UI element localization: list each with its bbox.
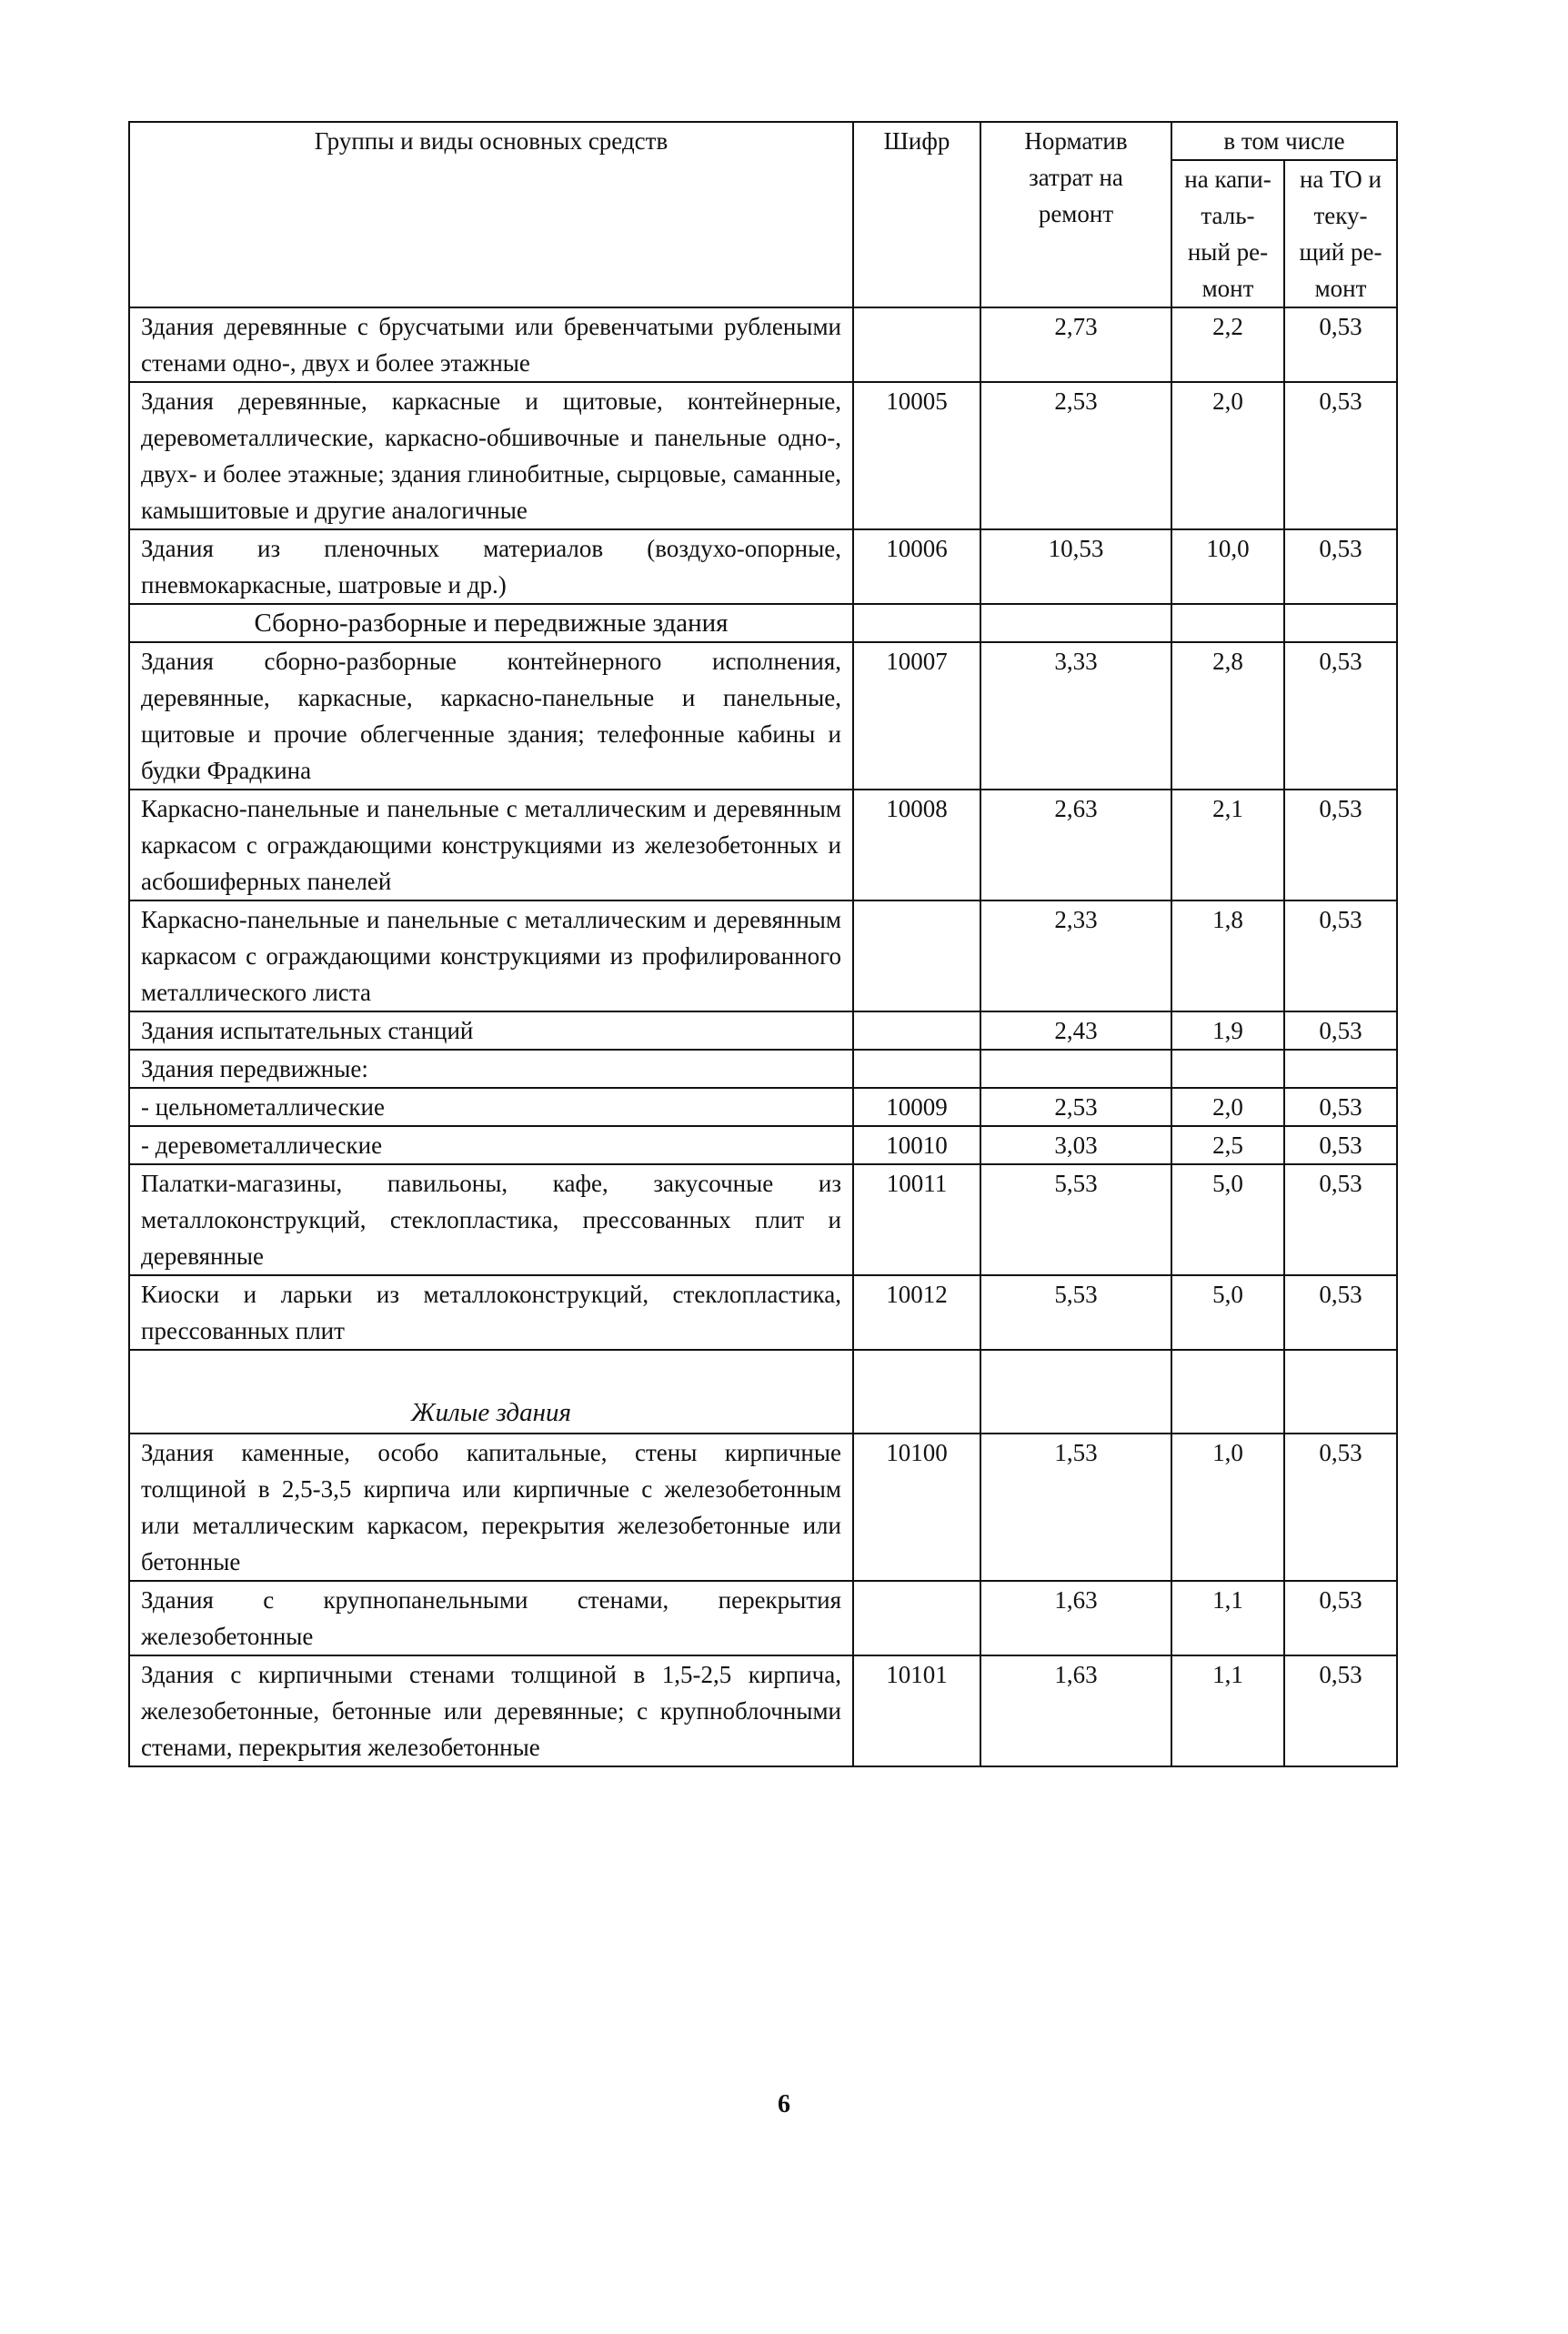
- row-current: [1284, 1050, 1397, 1088]
- row-capital: 1,1: [1171, 1655, 1284, 1766]
- table-row: [129, 1088, 1397, 1126]
- table-row: [129, 900, 1397, 1011]
- row-capital: 2,2: [1171, 307, 1284, 382]
- row-norm: 1,63: [980, 1655, 1171, 1766]
- row-capital: 5,0: [1171, 1275, 1284, 1350]
- row-code: [853, 1050, 980, 1088]
- row-current: 0,53: [1284, 1275, 1397, 1350]
- row-norm: 2,33: [980, 900, 1171, 1011]
- row-name: Киоски и ларьки из металлоконструкций, стеклопластика, прессованных плит: [129, 1275, 853, 1350]
- row-capital: 1,1: [1171, 1581, 1284, 1655]
- table-row: [129, 1434, 1397, 1581]
- row-code: 10101: [853, 1655, 980, 1766]
- row-current: 0,53: [1284, 382, 1397, 529]
- row-current: 0,53: [1284, 790, 1397, 900]
- table-row: [129, 382, 1397, 529]
- row-norm: 2,43: [980, 1011, 1171, 1050]
- header-code: Шифр: [853, 122, 980, 307]
- row-norm: 2,63: [980, 790, 1171, 900]
- row-capital: 1,0: [1171, 1434, 1284, 1581]
- norms-table: [128, 121, 1398, 1767]
- row-current: 0,53: [1284, 1164, 1397, 1275]
- row-code: 10006: [853, 529, 980, 604]
- table-row: [129, 642, 1397, 790]
- row-capital: [1171, 1050, 1284, 1088]
- row-norm: 5,53: [980, 1275, 1171, 1350]
- row-current: 0,53: [1284, 900, 1397, 1011]
- row-norm: 5,53: [980, 1164, 1171, 1275]
- row-name: Здания из пленочных материалов (воздухо-опорные, пневмокаркасные, шатровые и др.): [129, 529, 853, 604]
- row-name: - цельнометаллические: [129, 1088, 853, 1126]
- row-capital: 2,0: [1171, 382, 1284, 529]
- empty-cell: [1171, 604, 1284, 642]
- row-code: 10010: [853, 1126, 980, 1164]
- row-code: 10100: [853, 1434, 980, 1581]
- row-norm: 3,03: [980, 1126, 1171, 1164]
- row-current: 0,53: [1284, 1581, 1397, 1655]
- row-name: Каркасно-панельные и панельные с металлическим и деревянным каркасом с ограждающими конструкциями из железобетонных и асбошиферных панелей: [129, 790, 853, 900]
- row-name: Здания деревянные, каркасные и щитовые, контейнерные, деревометаллические, каркасно-обшивочные и панельные одно-, двух- и более этажные; здания глинобитные, сырцовые, саманные, камышитовые и другие аналогичные: [129, 382, 853, 529]
- row-current: 0,53: [1284, 529, 1397, 604]
- row-current: 0,53: [1284, 307, 1397, 382]
- empty-cell: [1284, 604, 1397, 642]
- table-row: [129, 1126, 1397, 1164]
- row-code: [853, 1011, 980, 1050]
- row-capital: 5,0: [1171, 1164, 1284, 1275]
- row-name: Здания с кирпичными стенами толщиной в 1,5-2,5 кирпича, железобетонные, бетонные или деревянные; с крупноблочными стенами, перекрытия железобетонные: [129, 1655, 853, 1766]
- section-row: [129, 1350, 1397, 1434]
- empty-cell: [1284, 1350, 1397, 1434]
- row-code: 10007: [853, 642, 980, 790]
- row-name: - деревометаллические: [129, 1126, 853, 1164]
- row-capital: 2,8: [1171, 642, 1284, 790]
- row-name: Палатки-магазины, павильоны, кафе, закусочные из металлоконструкций, стеклопластика, прессованных плит и деревянные: [129, 1164, 853, 1275]
- row-norm: 2,53: [980, 1088, 1171, 1126]
- row-current: 0,53: [1284, 1126, 1397, 1164]
- row-current: 0,53: [1284, 1088, 1397, 1126]
- row-norm: 1,53: [980, 1434, 1171, 1581]
- header-norm: Норматив затрат на ремонт: [980, 122, 1171, 307]
- row-code: [853, 900, 980, 1011]
- row-code: [853, 1581, 980, 1655]
- page-number: 6: [778, 2090, 790, 2118]
- table-row: [129, 529, 1397, 604]
- section-title: Жилые здания: [129, 1350, 853, 1434]
- row-capital: 2,0: [1171, 1088, 1284, 1126]
- row-name: Каркасно-панельные и панельные с металлическим и деревянным каркасом с ограждающими конструкциями из профилированного металлического листа: [129, 900, 853, 1011]
- row-current: 0,53: [1284, 1011, 1397, 1050]
- row-code: 10011: [853, 1164, 980, 1275]
- row-capital: 1,9: [1171, 1011, 1284, 1050]
- row-current: 0,53: [1284, 1655, 1397, 1766]
- row-norm: 3,33: [980, 642, 1171, 790]
- header-including: в том числе: [1171, 122, 1397, 160]
- row-code: [853, 307, 980, 382]
- row-norm: 10,53: [980, 529, 1171, 604]
- row-capital: 2,1: [1171, 790, 1284, 900]
- row-code: 10012: [853, 1275, 980, 1350]
- header-groups: Группы и виды основных средств: [129, 122, 853, 307]
- row-name: Здания сборно-разборные контейнерного исполнения, деревянные, каркасные, каркасно-панельные и панельные, щитовые и прочие облегченные здания; телефонные кабины и будки Фрадкина: [129, 642, 853, 790]
- section-title: Сборно-разборные и передвижные здания: [129, 604, 853, 642]
- row-norm: 2,53: [980, 382, 1171, 529]
- empty-cell: [1171, 1350, 1284, 1434]
- row-name: Здания деревянные с брусчатыми или бревенчатыми рублеными стенами одно-, двух и более этажные: [129, 307, 853, 382]
- row-current: 0,53: [1284, 642, 1397, 790]
- row-name: Здания каменные, особо капитальные, стены кирпичные толщиной в 2,5-3,5 кирпича или кирпичные с железобетонным или металлическим каркасом, перекрытия железобетонные или бетонные: [129, 1434, 853, 1581]
- section-row: [129, 604, 1397, 642]
- row-code: 10009: [853, 1088, 980, 1126]
- header-current: на ТО и теку-щий ре-монт: [1284, 160, 1397, 307]
- row-norm: 2,73: [980, 307, 1171, 382]
- empty-cell: [853, 1350, 980, 1434]
- row-current: 0,53: [1284, 1434, 1397, 1581]
- row-code: 10005: [853, 382, 980, 529]
- row-code: 10008: [853, 790, 980, 900]
- row-capital: 10,0: [1171, 529, 1284, 604]
- table-header: [129, 122, 1397, 307]
- empty-cell: [853, 604, 980, 642]
- empty-cell: [980, 1350, 1171, 1434]
- row-norm: 1,63: [980, 1581, 1171, 1655]
- table-row: [129, 1275, 1397, 1350]
- table-row: [129, 307, 1397, 382]
- row-name: Здания передвижные:: [129, 1050, 853, 1088]
- empty-cell: [980, 604, 1171, 642]
- row-norm: [980, 1050, 1171, 1088]
- row-capital: 2,5: [1171, 1126, 1284, 1164]
- header-capital: на капи-таль-ный ре-монт: [1171, 160, 1284, 307]
- row-name: Здания с крупнопанельными стенами, перекрытия железобетонные: [129, 1581, 853, 1655]
- table-row: [129, 1655, 1397, 1766]
- table-row: [129, 1581, 1397, 1655]
- table-row: [129, 790, 1397, 900]
- table-row: [129, 1050, 1397, 1088]
- row-capital: 1,8: [1171, 900, 1284, 1011]
- table-row: [129, 1011, 1397, 1050]
- row-name: Здания испытательных станций: [129, 1011, 853, 1050]
- table-row: [129, 1164, 1397, 1275]
